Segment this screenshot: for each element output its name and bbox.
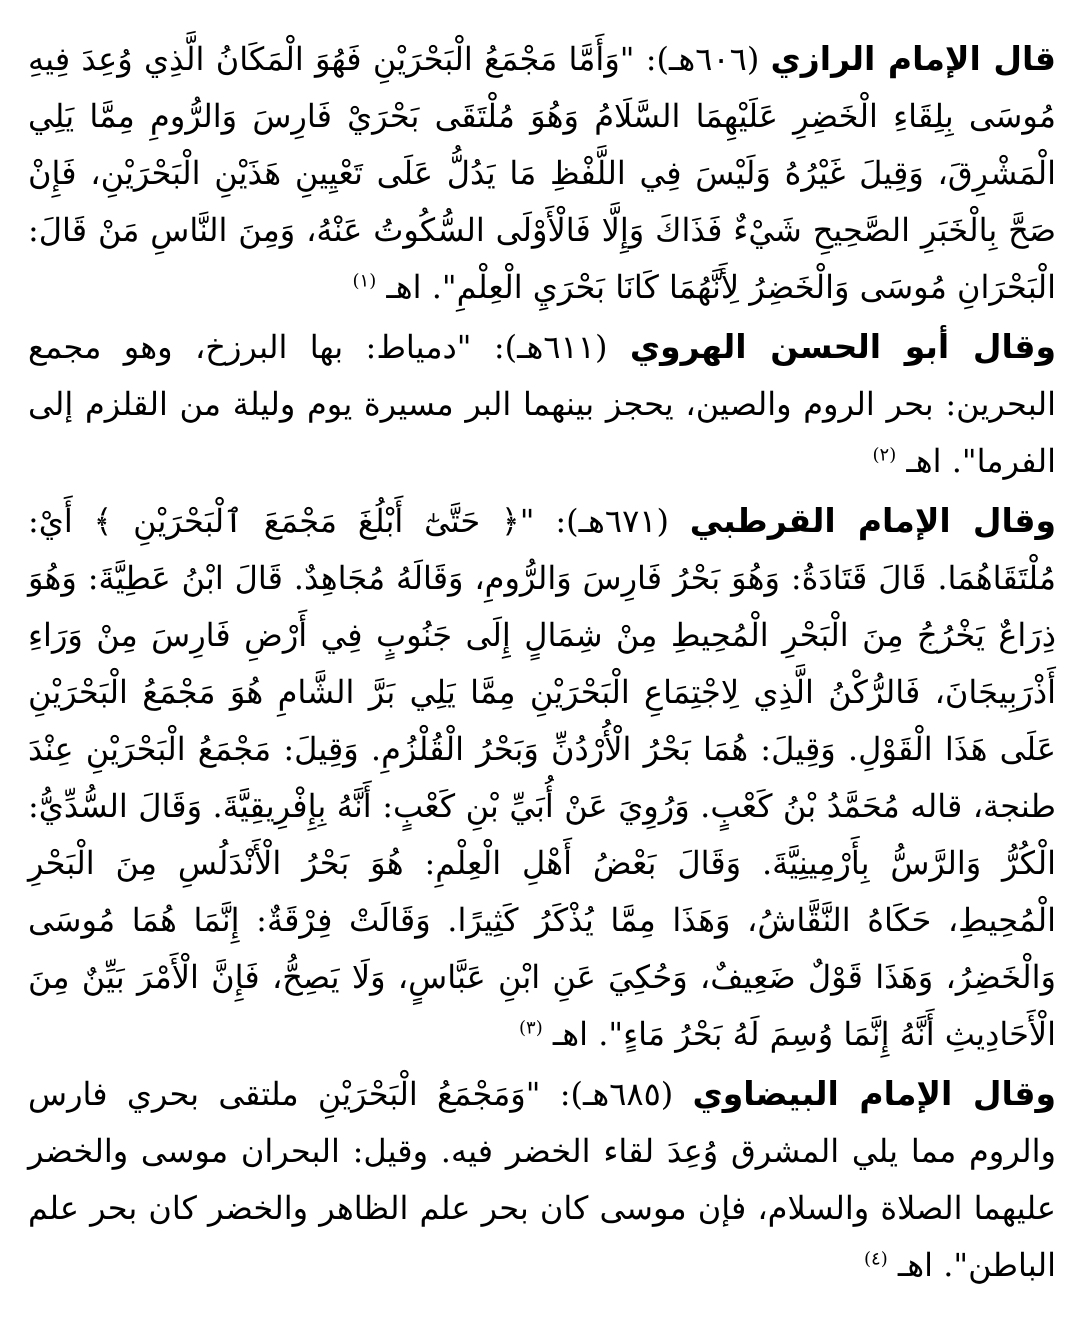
quote-text: "دمياط: بها البرزخ، وهو مجمع البحرين: بحر الروم والصين، يحجز بينهما البر مسيرة يوم وليلة من القلزم إلى الفرما". اهـ <box>28 328 1056 480</box>
quote-razi <box>28 30 1056 316</box>
speaker-name: وقال الإمام البيضاوي <box>692 1074 1056 1113</box>
death-date: (٦٠٦هـ): <box>645 40 760 78</box>
footnote-marker: (٢) <box>872 444 897 466</box>
quote-text: "وَأَمَّا مَجْمَعُ الْبَحْرَيْنِ فَهُوَ الْمَكَانُ الَّذِي وُعِدَ فِيهِ مُوسَى بِلِقَاءِ الْخَضِرِ عَلَيْهِمَا السَّلَامُ وَهُوَ مُلْتَقَى بَحْرَيْ فَارِسَ وَالرُّومِ مِمَّا يَلِي الْمَشْرِقَ، وَقِيلَ غَيْرُهُ وَلَيْسَ فِي اللَّفْظِ مَا يَدُلُّ عَلَى تَعْيِينِ هَذَيْنِ الْبَحْرَيْنِ، فَإِنْ صَحَّ بِالْخَبَرِ الصَّحِيحِ شَيْءٌ فَذَاكَ وَإِلَّا فَالْأَوْلَى السُّكُوتُ عَنْهُ، وَمِنَ النَّاسِ مَنْ قَالَ: الْبَحْرَانِ مُوسَى وَالْخَضِرُ لِأَنَّهُمَا كَانَا بَحْرَيِ الْعِلْمِ". اهـ <box>28 40 1056 306</box>
footnote-marker: (١) <box>352 270 377 292</box>
death-date: (٦٧١هـ): <box>555 502 669 540</box>
quote-qurtubi <box>28 492 1056 1063</box>
speaker-name: وقال الإمام القرطبي <box>689 501 1057 540</box>
speaker-name: قال الإمام الرازي <box>770 39 1056 78</box>
speaker-name: وقال أبو الحسن الهروي <box>629 327 1057 366</box>
footnote-marker: (٤) <box>864 1248 888 1270</box>
quote-harawi <box>28 318 1056 490</box>
death-date: (٦١١هـ): <box>493 328 608 366</box>
quote-text: "وَمَجْمَعُ الْبَحْرَيْنِ ملتقى بحري فارس والروم مما يلي المشرق وُعِدَ لقاء الخضر فيه. وقيل: البحران موسى والخضر عليهما الصلاة والسلام، فإن موسى كان بحر علم الظاهر والخضر كان بحر علم الباطن". اهـ <box>28 1075 1056 1284</box>
death-date: (٦٨٥هـ): <box>559 1075 674 1113</box>
quote-text: "﴿ حَتَّىٰٓ أَبْلُغَ مَجْمَعَ ٱلْبَحْرَيْنِ ﴾ أَيْ: مُلْتَقَاهُمَا. قَالَ قَتَادَةُ: وَهُوَ بَحْرُ فَارِسَ وَالرُّومِ، وَقَالَهُ مُجَاهِدٌ. قَالَ ابْنُ عَطِيَّةَ: وَهُوَ ذِرَاعٌ يَخْرُجُ مِنَ الْبَحْرِ الْمُحِيطِ مِنْ شِمَالٍ إِلَى جَنُوبٍ فِي أَرْضِ فَارِسَ مِنْ وَرَاءِ أَذْرَبِيجَانَ، فَالرُّكْنُ الَّذِي لِاجْتِمَاعِ الْبَحْرَيْنِ مِمَّا يَلِي بَرَّ الشَّامِ هُوَ مَجْمَعُ الْبَحْرَيْنِ عَلَى هَذَا الْقَوْلِ. وَقِيلَ: هُمَا بَحْرُ الْأُرْدُنِّ وَبَحْرُ الْقُلْزُمِ. وَقِيلَ: مَجْمَعُ الْبَحْرَيْنِ عِنْدَ طنجة، قاله مُحَمَّدُ بْنُ كَعْبٍ. وَرُوِيَ عَنْ أُبَيِّ بْنِ كَعْبٍ: أَنَّهُ بِإِفْرِيقِيَّةَ. وَقَالَ السُّدِّيُّ: الْكُرُّ وَالرَّسُّ بِأَرْمِينِيَّةَ. وَقَالَ بَعْضُ أَهْلِ الْعِلْمِ: هُوَ بَحْرُ الْأَنْدَلُسِ مِنَ الْبَحْرِ الْمُحِيطِ، حَكَاهُ النَّقَّاشُ، وَهَذَا مِمَّا يُذْكَرُ كَثِيرًا. وَقَالَتْ فِرْقَةٌ: إِنَّمَا هُمَا مُوسَى وَالْخَضِرُ، وَهَذَا قَوْلٌ ضَعِيفٌ، وَحُكِيَ عَنِ ابْنِ عَبَّاسٍ، وَلَا يَصِحُّ، فَإِنَّ الْأَمْرَ بَيِّنٌ مِنَ الْأَحَادِيثِ أَنَّهُ إِنَّمَا وُسِمَ لَهُ بَحْرُ مَاءٍ". اهـ <box>28 502 1057 1053</box>
footnote-marker: (٣) <box>518 1017 543 1039</box>
quote-baydawi <box>28 1065 1056 1294</box>
